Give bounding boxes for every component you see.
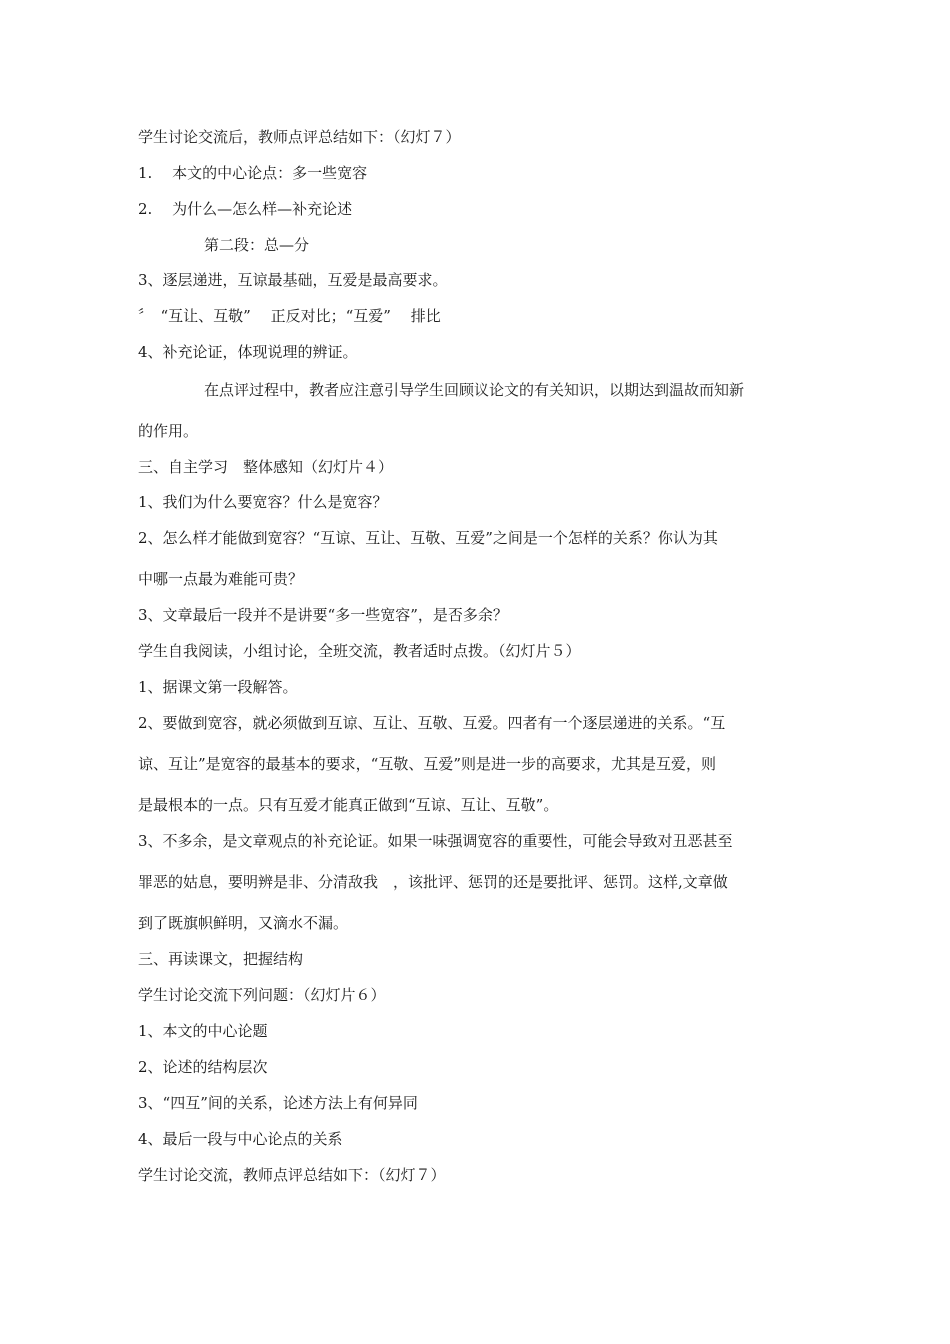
list-item: 3、“四互”间的关系，论述方法上有何异同 xyxy=(138,1094,418,1112)
list-item: 4、最后一段与中心论点的关系 xyxy=(138,1130,343,1148)
text-line: 学生讨论交流下列问题：（幻灯片６） xyxy=(138,986,386,1004)
text-line: 学生讨论交流后，教师点评总结如下：（幻灯７） xyxy=(138,128,461,146)
list-item: 1、我们为什么要宽容？什么是宽容？ xyxy=(138,493,388,511)
section-heading: 三、再读课文，把握结构 xyxy=(138,950,304,968)
list-item: 4、补充论证，体现说理的辨证。 xyxy=(138,343,358,361)
list-item: 1、据课文第一段解答。 xyxy=(138,678,298,696)
list-item-continuation: 是最根本的一点。只有互爱才能真正做到“互谅、互让、互敬”。 xyxy=(138,796,559,814)
paragraph-line: 的作用。 xyxy=(138,422,199,440)
list-item: 1、本文的中心论题 xyxy=(138,1022,268,1040)
list-item: 3、逐层递进，互谅最基础，互爱是最高要求。 xyxy=(138,271,448,289)
list-item-continuation: 罪恶的姑息，要明辨是非、分清敌我 ，该批评、惩罚的还是要批评、惩罚。这样,文章做 xyxy=(138,873,728,891)
list-item-continuation: 谅、互让”是宽容的最基本的要求，“互敬、互爱”则是进一步的高要求，尤其是互爱，则 xyxy=(138,755,717,773)
section-heading: 三、自主学习 整体感知（幻灯片４） xyxy=(138,458,394,476)
list-item: 3、不多余，是文章观点的补充论证。如果一味强调宽容的重要性，可能会导致对丑恶甚至 xyxy=(138,832,733,850)
list-item: 2、论述的结构层次 xyxy=(138,1058,268,1076)
list-item: 1. 本文的中心论点：多一些宽容 xyxy=(138,164,368,182)
list-item: 2、要做到宽容，就必须做到互谅、互让、互敬、互爱。四者有一个逐层递进的关系。“互 xyxy=(138,714,726,732)
paragraph-line: 在点评过程中，教者应注意引导学生回顾议论文的有关知识，以期达到温故而知新 xyxy=(204,381,745,399)
text-line: 第二段：总—分 xyxy=(204,236,310,254)
list-item: 2、怎么样才能做到宽容？“互谅、互让、互敬、互爱”之间是一个怎样的关系？你认为其 xyxy=(138,529,718,547)
list-item: 3、文章最后一段并不是讲要“多一些宽容”，是否多余？ xyxy=(138,606,508,624)
text-line: 学生讨论交流，教师点评总结如下：（幻灯７） xyxy=(138,1166,446,1184)
text-line: 学生自我阅读，小组讨论，全班交流，教者适时点拨。（幻灯片５） xyxy=(138,642,581,660)
list-item-continuation: 到了既旗帜鲜明，又滴水不漏。 xyxy=(138,914,349,932)
list-item: 2. 为什么—怎么样—补充论述 xyxy=(138,200,353,218)
list-item-continuation: 中哪一点最为难能可贵？ xyxy=(138,570,304,588)
text-line: 〞 “互让、互敬” 正反对比；“互爱” 排比 xyxy=(138,307,441,325)
